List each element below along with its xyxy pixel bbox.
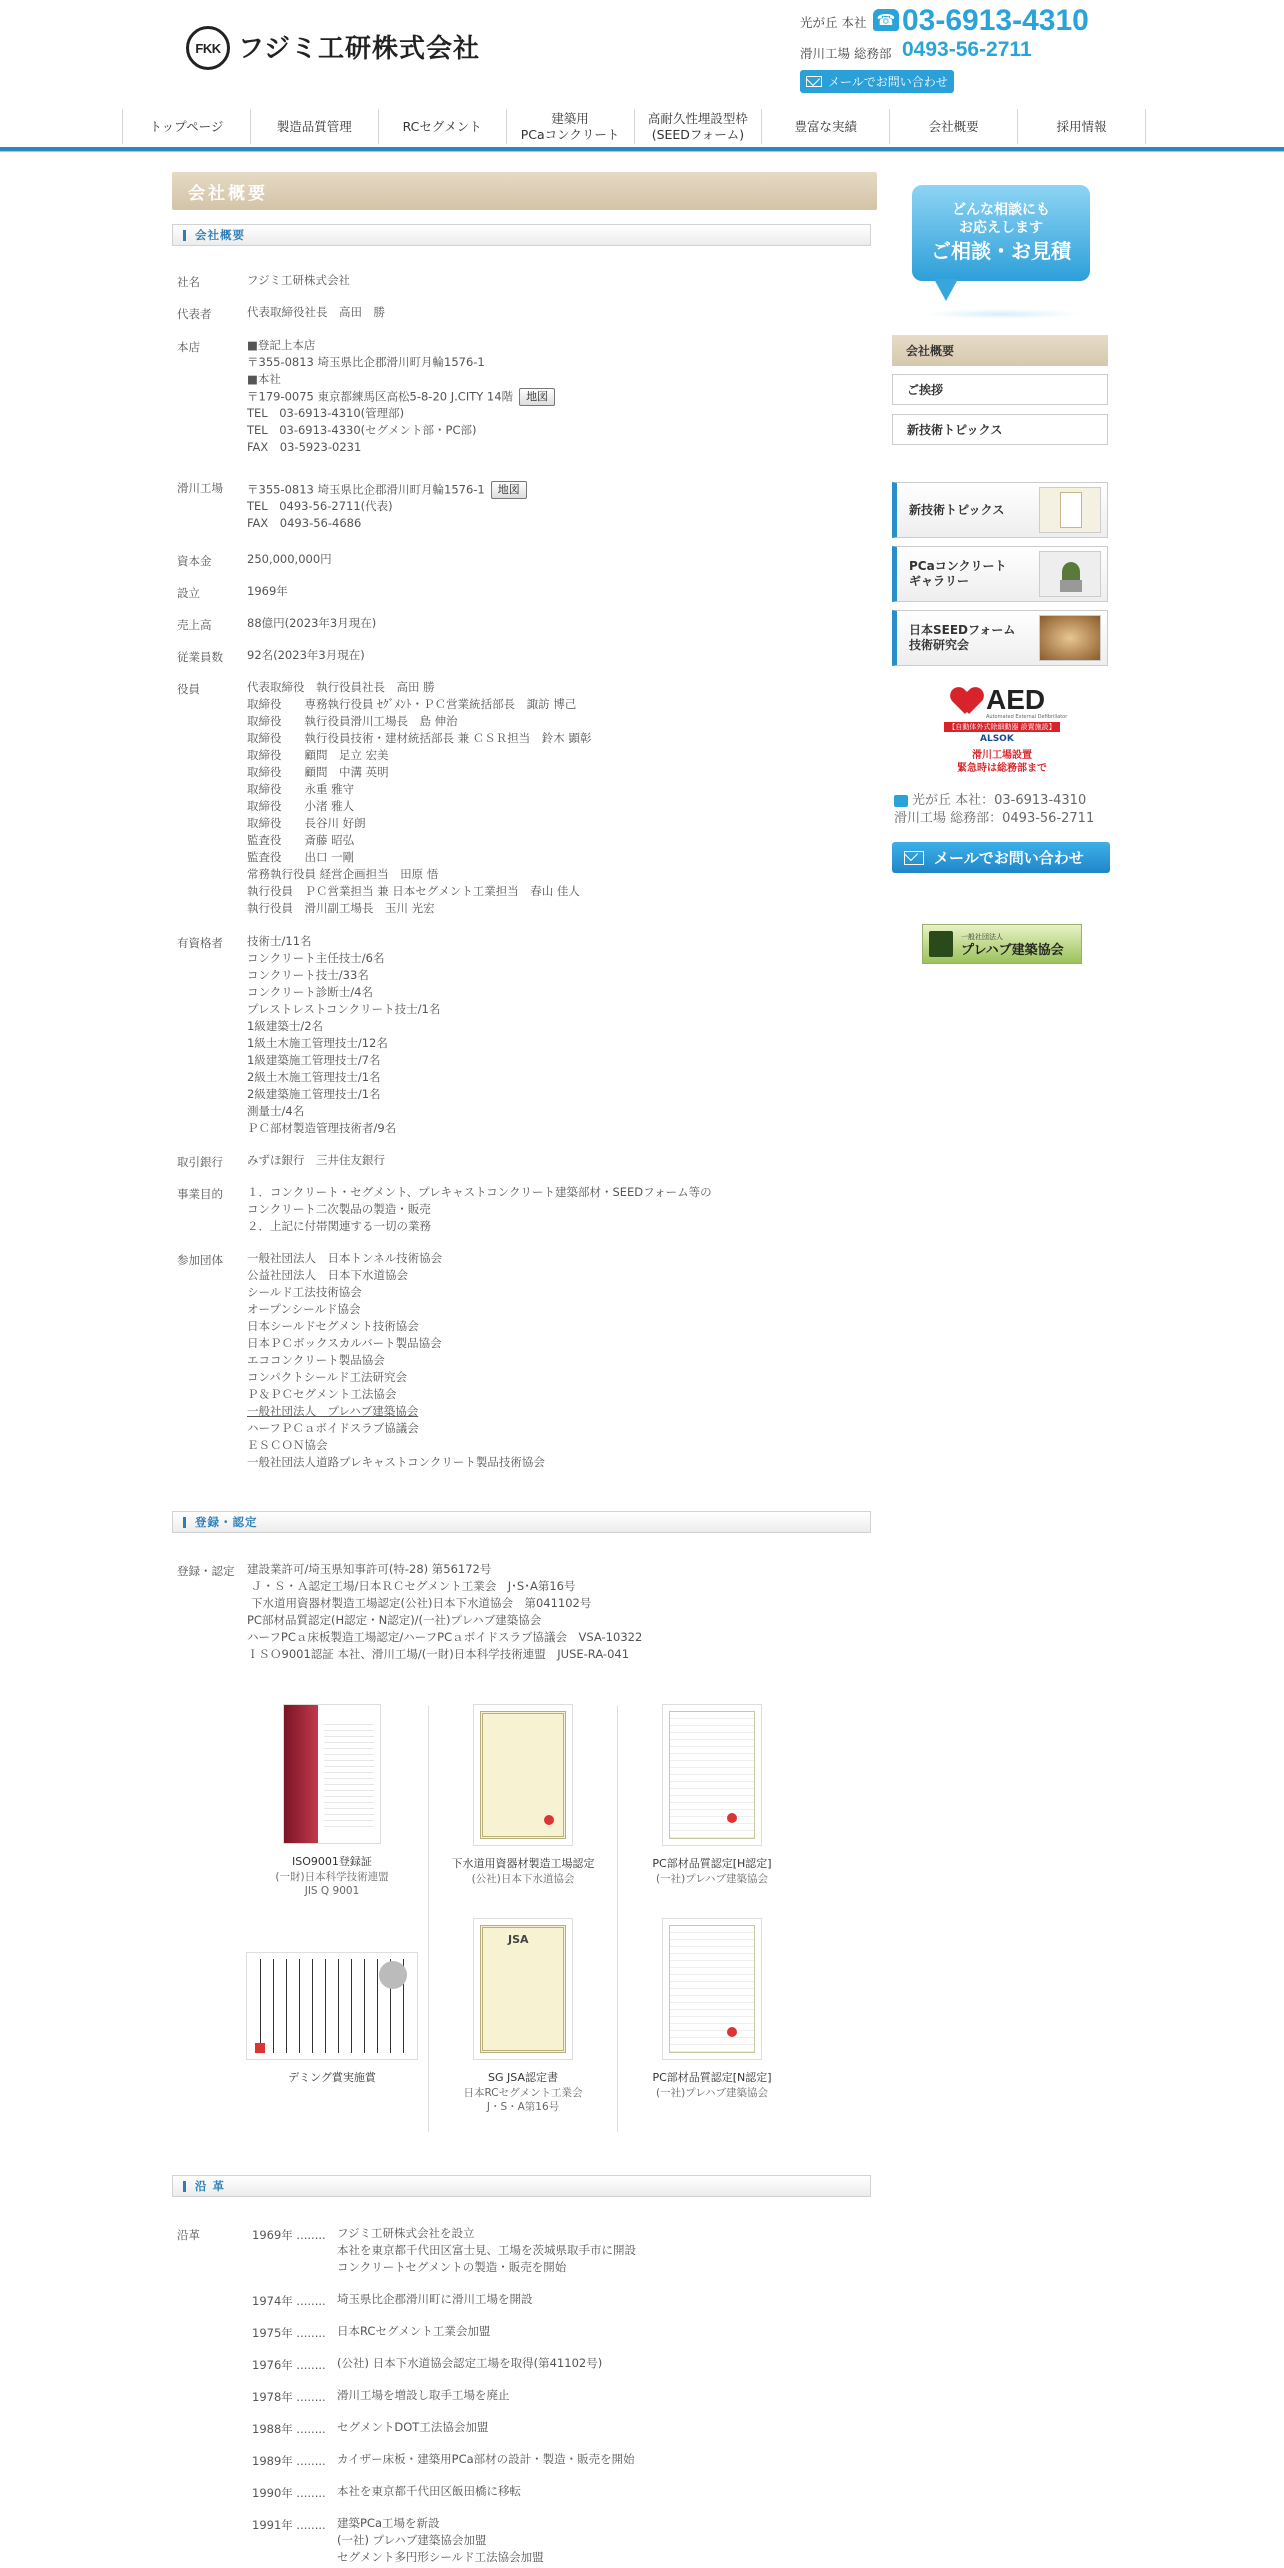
purpose-list: １．コンクリート・セグメント、プレキャストコンクリート建築部材・SEEDフォーム等の コンクリート二次製品の製造・販売 ２．上記に付帯関連する一切の業務: [247, 1185, 712, 1233]
founded-label: 設立: [177, 586, 200, 600]
cert-iso-image: [283, 1704, 381, 1844]
history-text: 滑川工場を増設し取手工場を廃止: [337, 2388, 510, 2402]
cert-pc-h[interactable]: PC部材品質認定[H認定] (一社)プレハブ建築協会: [617, 1704, 807, 1886]
rep-label: 代表者: [177, 307, 212, 321]
qual-label: 有資格者: [177, 936, 223, 950]
banner-thumb: [1039, 615, 1101, 661]
cert-pc-n[interactable]: PC部材品質認定[N認定] (一社)プレハブ建築協会: [617, 1918, 807, 2100]
history-text: フジミ工研株式会社を設立 本社を東京都千代田区富士見、工場を茨城県取手市に開設 コンクリートセグメントの製造・販売を開始: [337, 2226, 636, 2274]
aed-badge: [940, 680, 1068, 774]
hq-value: ■登記上本店 〒355-0813 埼玉県比企郡滑川町月輪1576-1 ■本社 〒179-0075 東京都練馬区高松5-8-20 J.CITY 14階 地図 TEL 03-6913-4310(管理部) TEL 03-6913-4330(セグメント部・PC部) FAX 03-5923-0231: [247, 337, 555, 456]
aed-brand: ALSOK: [980, 734, 1014, 744]
banner-thumb: [1039, 487, 1101, 533]
assoc-label: 参加団体: [177, 1253, 223, 1267]
aed-notice: 緊急時は総務部まで: [957, 763, 1047, 774]
cert-jsa-image: JSA: [473, 1918, 573, 2060]
history-year: 1976年 ........: [252, 2358, 326, 2372]
sidebar-heading: 会社概要: [892, 335, 1108, 366]
tel2-number[interactable]: 0493-56-2711: [902, 38, 1032, 61]
mail-icon: [904, 851, 924, 865]
tel1-label: 光が丘 本社: [800, 15, 867, 30]
mail-contact-label: メールでお問い合わせ: [828, 75, 948, 89]
cert-sewer[interactable]: 下水道用資器材製造工場認定 (公社)日本下水道協会: [428, 1704, 618, 1886]
cert-deming-image: [246, 1952, 418, 2060]
logo-text[interactable]: フジミ工研株式会社: [238, 34, 480, 64]
sidebar-item-greeting[interactable]: ご挨拶: [892, 374, 1108, 405]
officers-list: 代表取締役 執行役員社長 高田 勝 取締役 専務執行役員 ｾｸﾞﾒﾝﾄ・ＰＣ営業統括部長 諏訪 博己 取締役 執行役員滑川工場長 島 伸治 取締役 執行役員技術・建材統括部長 兼 ＣＳＲ担当 鈴木 顕彰 取締役 顧問 足立 宏美 取締役 顧問 中溝 英明 取締役 永重 雅守 取締役 小渚 雅人 取締役 長谷川 好朗 監査役 斎藤 昭弘 監査役 出口 一剛 常務執行役員 経営企画担当 田原 悟 執行役員 ＰＣ営業担当 兼 日本セグメント工業担当 春山 佳人 執行役員 滑川副工場長 玉川 光宏: [247, 680, 592, 915]
history-text: セグメントDOT工法協会加盟: [337, 2420, 489, 2434]
nav-divider-light: [0, 151, 1284, 152]
bank-label: 取引銀行: [177, 1155, 223, 1169]
aed-band: 【自動体外式除細動器 設置施設】: [944, 722, 1060, 732]
section-registration-heading: 登録・認定: [172, 1511, 871, 1533]
company-value: フジミ工研株式会社: [247, 273, 351, 287]
aed-title: AED: [986, 684, 1046, 715]
factory-map-button[interactable]: 地図: [491, 481, 527, 499]
history-year: 1978年 ........: [252, 2390, 326, 2404]
banner-thumb: [1039, 551, 1101, 597]
history-text: 本社を東京都千代田区飯田橋に移転: [337, 2484, 521, 2498]
cert-deming[interactable]: デミング賞実施賞: [237, 1952, 427, 2086]
company-label: 社名: [177, 275, 200, 289]
cert-pc-h-image: [662, 1704, 762, 1846]
banner-seed[interactable]: 日本SEEDフォーム 技術研究会: [892, 610, 1108, 666]
sidebar-item-topics[interactable]: 新技術トピックス: [892, 414, 1108, 445]
history-year: 1989年 ........: [252, 2454, 326, 2468]
sales-label: 売上高: [177, 618, 212, 632]
prefab-association-banner[interactable]: 一般社団法人 プレハブ建築協会: [922, 924, 1082, 964]
cert-pc-n-image: [662, 1918, 762, 2060]
tel1-number[interactable]: 03-6913-4310: [902, 4, 1089, 37]
capital-value: 250,000,000円: [247, 552, 332, 566]
history-year: 1991年 ........: [252, 2518, 326, 2532]
cert-iso9001[interactable]: ISO9001登録証 (一財)日本科学技術連盟 JIS Q 9001: [237, 1704, 427, 1898]
history-year: 1990年 ........: [252, 2486, 326, 2500]
aed-heart-icon: [952, 688, 982, 714]
mail-contact-button[interactable]: [800, 70, 954, 93]
purpose-label: 事業目的: [177, 1187, 223, 1201]
registration-list: 建設業許可/埼玉県知事許可(特-28) 第56172号 Ｊ・Ｓ・Ａ認定工場/日本ＲＣセグメント工業会 J･S･A第16号 下水道用資器材製造工場認定(公社)日本下水道協会 第041102号 PC部材品質認定(H認定・N認定)/(一社)プレハブ建築協会 ハーフPCａ床板製造工場認定/ハーフPCａボイドスラブ協議会 VSA-10322 ＩＳＯ9001認証 本社、滑川工場/(一財)日本科学技術連盟 JUSE-RA-041: [247, 1562, 643, 1661]
staff-label: 従業員数: [177, 650, 223, 664]
nav-seed[interactable]: 高耐久性埋設型枠 (SEEDフォーム): [634, 109, 762, 144]
history-text: 建築PCa工場を新設 (一社) プレハブ建築協会加盟 セグメント多円形シールド工法協会加盟: [337, 2516, 544, 2564]
history-year: 1974年 ........: [252, 2294, 326, 2308]
hq-map-button[interactable]: 地図: [519, 388, 555, 406]
tel2-label: 滑川工場 総務部: [800, 46, 892, 61]
factory-value: 〒355-0813 埼玉県比企郡滑川町月輪1576-1 地図 TEL 0493-56-2711(代表) FAX 0493-56-4686: [247, 481, 527, 532]
history-year: 1975年 ........: [252, 2326, 326, 2340]
history-year: 1969年 ........: [252, 2228, 326, 2242]
rep-value: 代表取締役社長 高田 勝: [247, 305, 385, 319]
mail-icon: [806, 76, 822, 87]
history-text: カイザー床板・建築用PCa部材の設計・製造・販売を開始: [337, 2452, 635, 2466]
phone-icon: [894, 795, 908, 807]
prefab-logo-mark: [929, 931, 953, 957]
aed-subtitle: Automated External Defibrillator: [986, 714, 1068, 720]
sidebar-contact: 光が丘 本社：03-6913-4310 滑川工場 総務部：0493-56-2711: [894, 793, 1095, 826]
section-history-heading: 沿 革: [172, 2175, 871, 2197]
cert-jsa[interactable]: JSA SG JSA認定書 日本RCセグメント工業会 J・S・A第16号: [428, 1918, 618, 2114]
registration-label: 登録・認定: [177, 1564, 235, 1578]
nav-quality[interactable]: 製造品質管理: [250, 109, 378, 144]
cert-sewer-image: [473, 1704, 573, 1846]
history-label: 沿革: [177, 2228, 200, 2242]
sidebar-mail-button[interactable]: メールでお問い合わせ: [892, 842, 1110, 873]
history-text: 埼玉県比企郡滑川町に滑川工場を開設: [337, 2292, 533, 2306]
nav-results[interactable]: 豊富な実績: [761, 109, 889, 144]
nav-pca[interactable]: 建築用 PCaコンクリート: [506, 109, 634, 144]
nav-company[interactable]: 会社概要: [889, 109, 1017, 144]
capital-label: 資本金: [177, 554, 212, 568]
banner-pca-gallery[interactable]: PCaコンクリート ギャラリー: [892, 546, 1108, 602]
page-title: 会社概要: [172, 172, 877, 210]
assoc-list: 一般社団法人 日本トンネル技術協会 公益社団法人 日本下水道協会 シールド工法技術協会 オープンシールド協会 日本シールドセグメント技術協会 日本ＰＣボックスカルバート製品協会 エココンクリート製品協会 コンパクトシールド工法研究会 Ｐ＆ＰＣセグメント工法協会 一般社団法人 プレハブ建築協会 ハーフＰＣａボイドスラブ協議会 ＥＳＣＯＮ協会 一般社団法人道路プレキャストコンクリート製品技術協会: [247, 1251, 545, 1469]
consult-banner[interactable]: どんな相談にも お応えします ご相談・お見積: [912, 185, 1092, 325]
section-overview-heading: 会社概要: [172, 224, 871, 246]
history-year: 1988年 ........: [252, 2422, 326, 2436]
staff-value: 92名(2023年3月現在): [247, 648, 365, 662]
qual-list: 技術士/11名 コンクリート主任技士/6名 コンクリート技士/33名 コンクリート診断士/4名 プレストレストコンクリート技士/1名 1級建築士/2名 1級土木施工管理技士/12名 1級建築施工管理技士/7名 2級土木施工管理技士/1名 2級建築施工管理技士/1名 測量士/4名 ＰＣ部材製造管理技術者/9名: [247, 934, 441, 1135]
nav-recruit[interactable]: 採用情報: [1017, 109, 1146, 144]
history-text: (公社) 日本下水道協会認定工場を取得(第41102号): [337, 2356, 603, 2370]
logo-mark[interactable]: FKK: [186, 26, 230, 70]
hq-label: 本店: [177, 340, 200, 354]
history-text: 日本RCセグメント工業会加盟: [337, 2324, 491, 2338]
aed-location: 滑川工場設置: [972, 750, 1032, 761]
factory-label: 滑川工場: [177, 481, 223, 495]
bank-value: みずほ銀行 三井住友銀行: [247, 1153, 385, 1167]
sales-value: 88億円(2023年3月現在): [247, 616, 377, 630]
prefab-association-link[interactable]: 一般社団法人 プレハブ建築協会: [247, 1404, 419, 1418]
banner-topics[interactable]: 新技術トピックス: [892, 482, 1108, 538]
officers-label: 役員: [177, 682, 200, 696]
nav-rc-segment[interactable]: RCセグメント: [378, 109, 506, 144]
nav-top[interactable]: トップページ: [122, 109, 250, 144]
phone-icon: ☎: [873, 9, 899, 31]
founded-value: 1969年: [247, 584, 288, 598]
global-nav: [122, 109, 1146, 144]
